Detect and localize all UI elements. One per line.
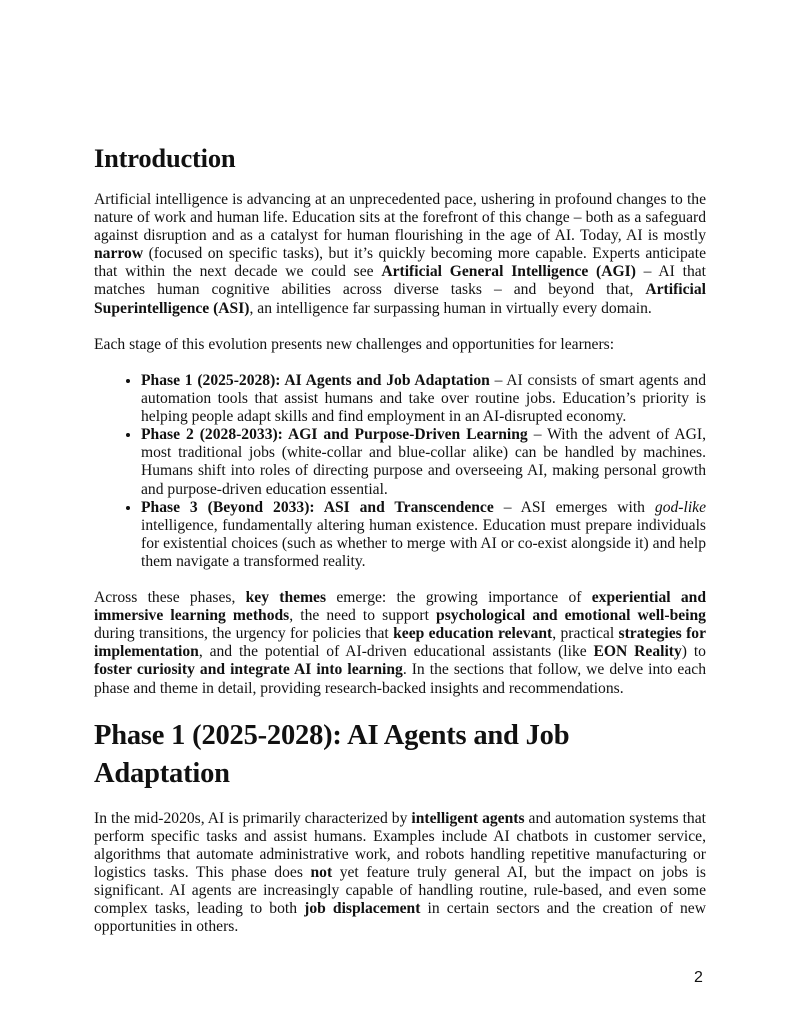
intro-paragraph-1 (94, 191, 706, 318)
intro-paragraph-3 (94, 589, 706, 698)
text-run: , and the potential of AI-driven educational assistants (like (198, 643, 594, 661)
text-run: in certain sectors and the creation of new opportunities in others. (94, 900, 706, 936)
bold-run: Phase 2 (2028-2033): AGI and Purpose-Driven Learning (141, 426, 528, 444)
text-run: – AI that matches human cognitive abilities across diverse tasks – and beyond that, (94, 263, 706, 299)
bold-run: keep education relevant (393, 625, 553, 643)
text-run: ) to (681, 643, 706, 661)
bold-run: not (310, 863, 333, 881)
text-run: , the need to support (289, 607, 437, 625)
bold-run: foster curiosity and integrate AI into learning (94, 661, 403, 679)
bullet-phase-2 (141, 426, 706, 498)
bold-run: Artificial Superintelligence (ASI) (94, 281, 706, 317)
italic-run: god-like (654, 498, 706, 516)
text-run: Across these phases, (94, 589, 246, 607)
text-run: In the mid-2020s, AI is primarily characterized by (94, 809, 412, 827)
text-run: , an intelligence far surpassing human in virtually every domain. (249, 299, 652, 317)
text-run: during transitions, the urgency for policies that (94, 625, 394, 643)
intro-paragraph-2 (94, 336, 706, 354)
phase-bullet-list (94, 372, 706, 571)
phase1-paragraph-1 (94, 810, 706, 937)
bold-run: psychological and emotional well-being (436, 607, 706, 625)
text-run: – With the advent of AGI, most traditional jobs (white-collar and blue-collar alike) can be handled by machines. Humans shift into roles of directing purpose and overseeing AI, making personal growth and purpose-driven education essential. (141, 426, 706, 498)
text-run: – AI consists of smart agents and automation tools that assist humans and take over routine jobs. Education’s priority is helping people adapt skills and find employment in an AI-disrupted economy. (141, 371, 706, 426)
document-page (94, 140, 706, 936)
section-heading-introduction: Introduction (94, 143, 236, 173)
text-run: Each stage of this evolution presents new challenges and opportunities for learners: (94, 335, 615, 353)
text-run: . In the sections that follow, we delve into each phase and theme in detail, providing research-backed insights and recommendations. (94, 661, 706, 697)
bold-run: Phase 1 (2025-2028): AI Agents and Job Adaptation (141, 371, 490, 389)
text-run: , practical (552, 625, 619, 643)
page-number: 2 (694, 969, 703, 986)
bold-run: job displacement (304, 900, 421, 918)
bold-run: key themes (245, 589, 327, 607)
bold-run: narrow (94, 245, 144, 263)
text-run: Artificial intelligence is advancing at an unprecedented pace, ushering in profound changes to the nature of work and human life. Education sits at the forefront of this change – both as a safeguard against disruption and as a catalyst for human flourishing in the age of AI. Today, AI is mostly (94, 191, 706, 245)
text-run: yet feature truly general AI, but the impact on jobs is significant. AI agents are increasingly capable of handling routine, rule-based, and even some complex tasks, leading to both (94, 863, 706, 918)
bold-run: strategies for implementation (94, 625, 706, 661)
bold-run: intelligent agents (411, 809, 525, 827)
text-run: and automation systems that perform specific tasks and assist humans. Examples include AI chatbots in customer service, algorithms that automate administrative work, and robots handling repetitive manufacturing or logistics tasks. This phase does (94, 809, 706, 881)
bullet-phase-3 (141, 499, 706, 571)
bold-run: Artificial General Intelligence (AGI) (381, 263, 636, 281)
bullet-phase-1 (141, 372, 706, 426)
text-run: emerge: the growing importance of (326, 589, 592, 607)
bold-run: Phase 3 (Beyond 2033): ASI and Transcendence (141, 498, 494, 516)
section-heading-phase-1: Phase 1 (2025-2028): AI Agents and Job Adaptation (94, 719, 570, 789)
text-run: intelligence, fundamentally altering human existence. Education must prepare individuals for existential choices (such as whether to merge with AI or co-exist alongside it) and help them navigate a transformed reality. (141, 516, 706, 570)
text-run: – ASI emerges with (493, 498, 655, 516)
bold-run: EON Reality (593, 643, 682, 661)
bold-run: experiential and immersive learning methods (94, 589, 706, 625)
text-run: (focused on specific tasks), but it’s quickly becoming more capable. Experts anticipate that within the next decade we could see (94, 245, 706, 281)
